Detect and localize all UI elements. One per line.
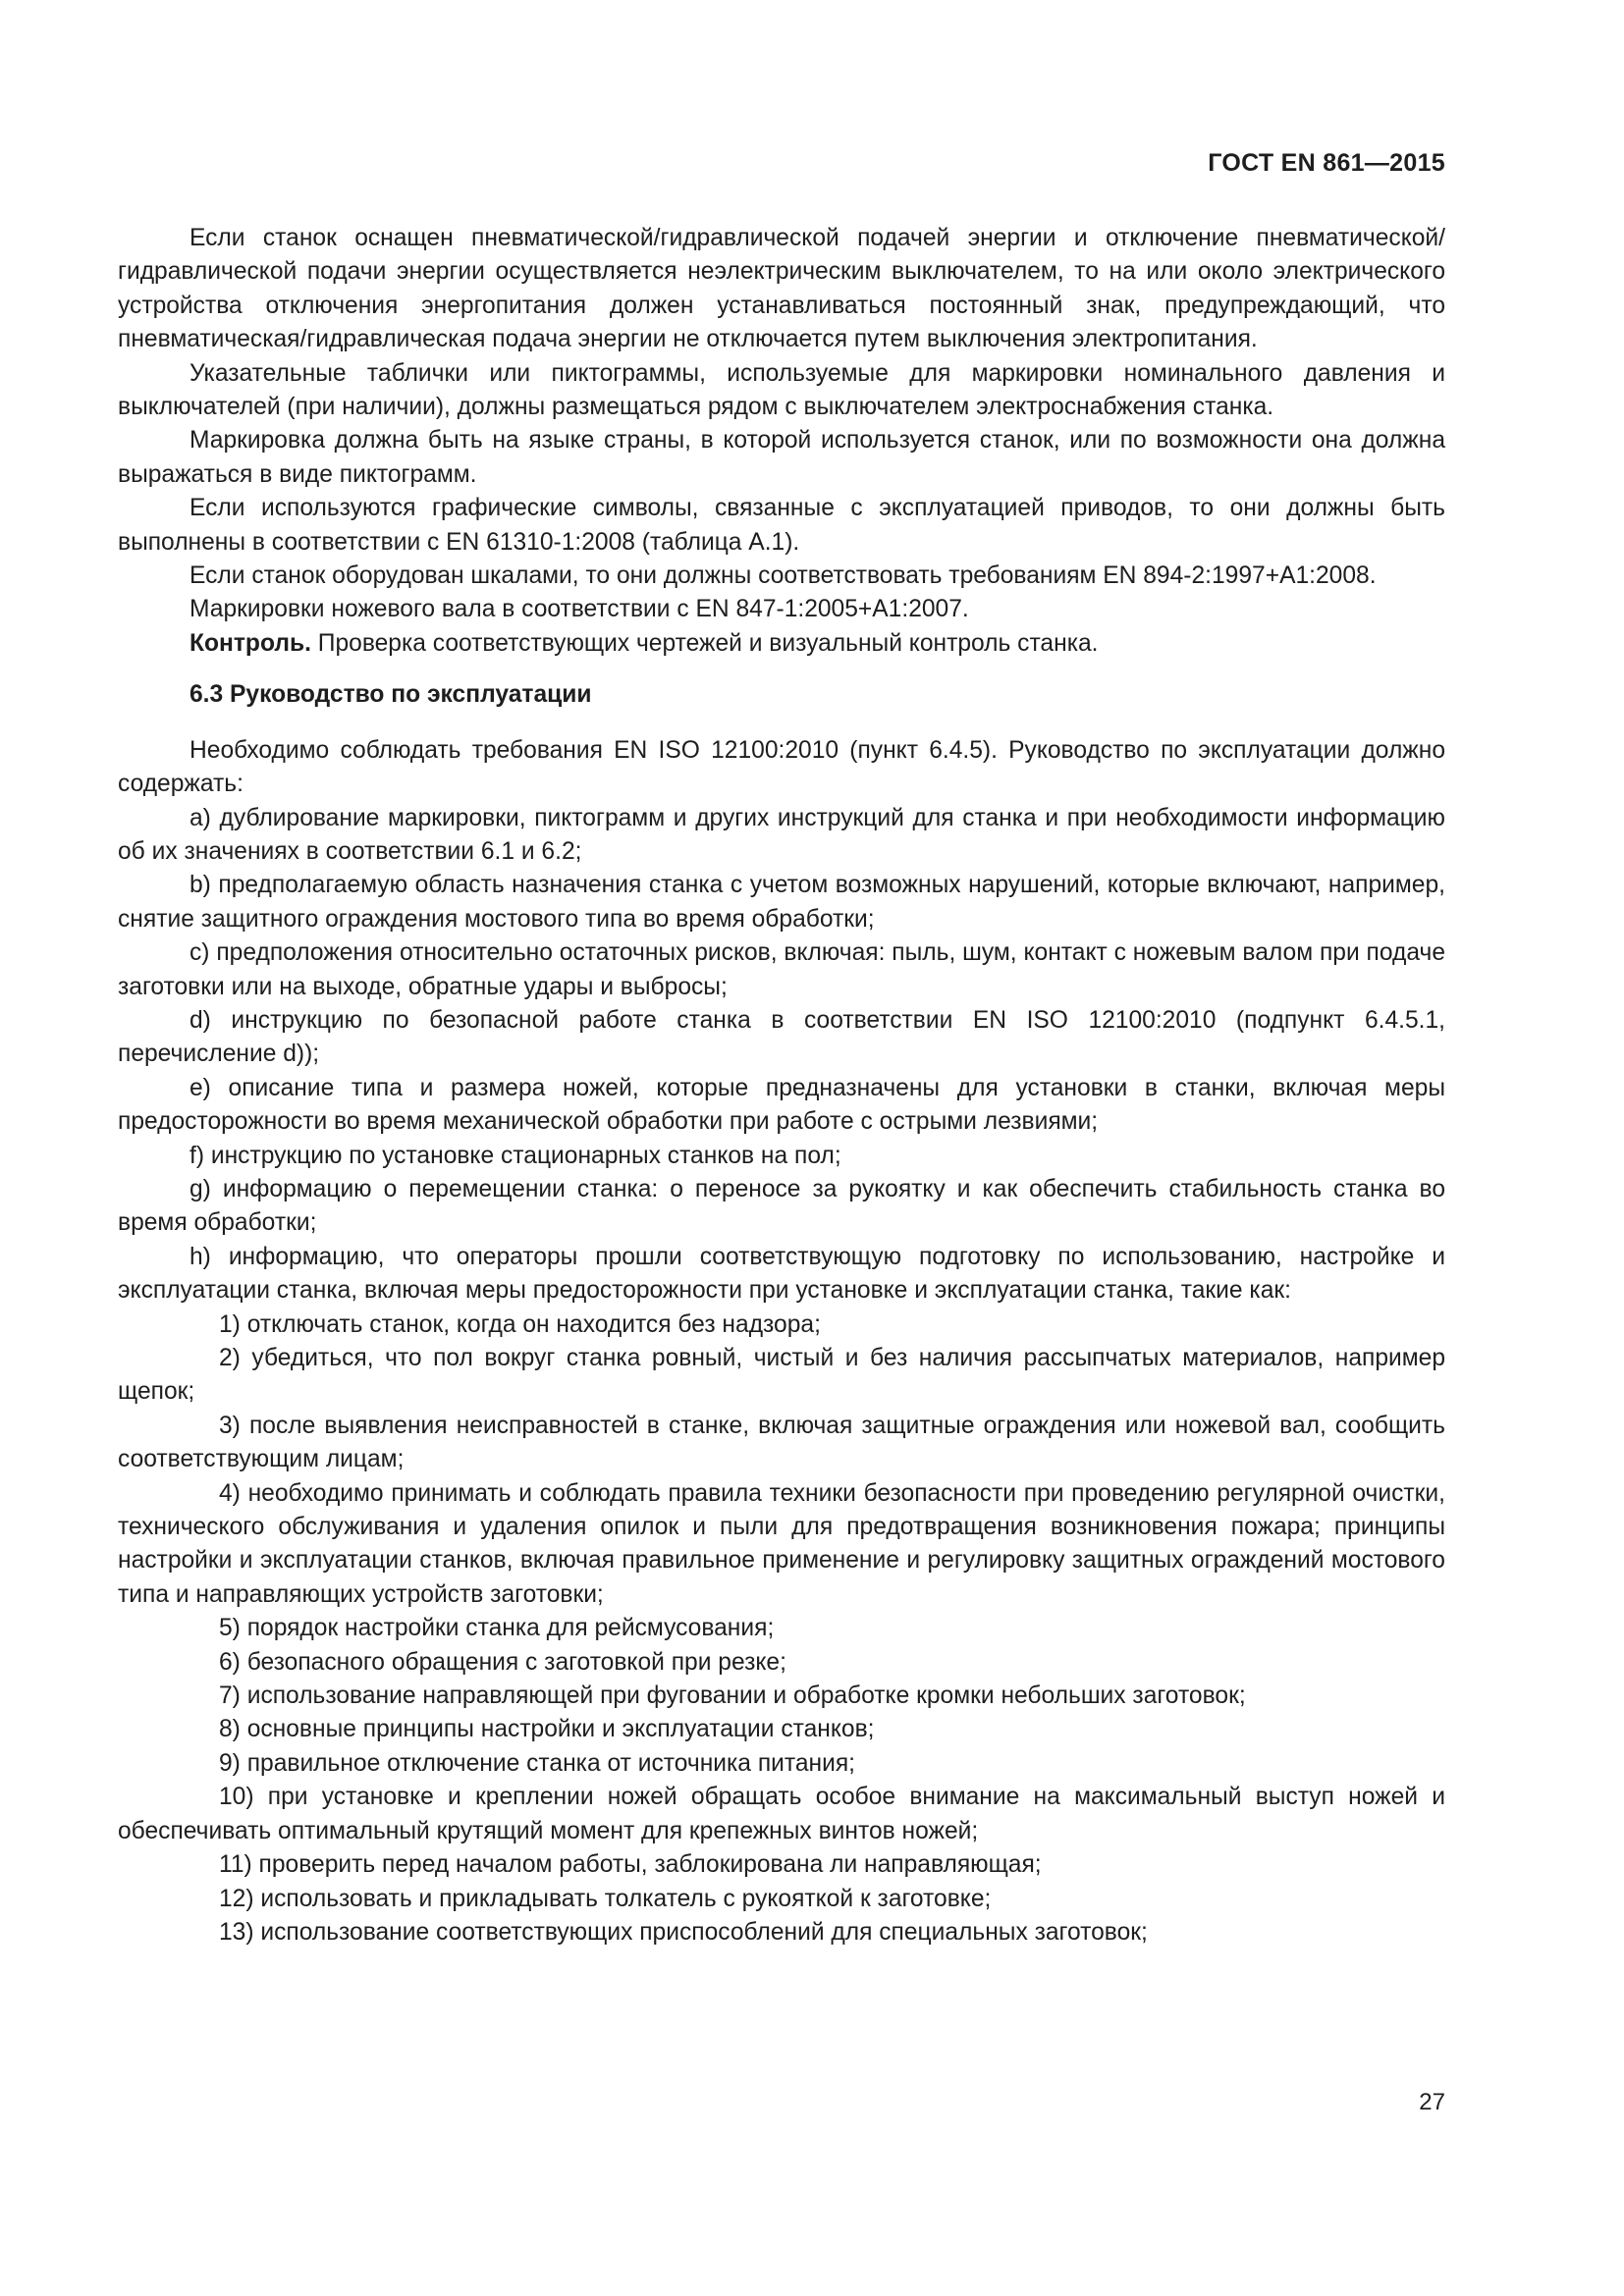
sub-list-item: 13) использование соответствующих приспособлений для специальных заготовок; [219,1918,1148,1946]
list-item: g) информацию о перемещении станка: о переносе за рукоятку и как обеспечить стабильность станка во время обработки; [118,1175,1445,1237]
paragraph: Маркировки ножевого вала в соответствии с EN 847-1:2005+A1:2007. [189,596,969,623]
sub-list-item: 10) при установке и креплении ножей обращать особое внимание на максимальный выступ ножей и обеспечивать оптимальный крутящий момент для крепежных винтов ножей; [118,1784,1445,1844]
sub-list-item: 11) проверить перед началом работы, заблокирована ли направляющая; [219,1851,1042,1879]
list-item: f) инструкцию по установке стационарных станков на пол; [189,1142,841,1169]
sub-list-item: 4) необходимо принимать и соблюдать правила техники безопасности при проведению регулярной очистки, технического обслуживания и удаления опилок и пыли для предотвращения возникновения пожара; принципы настройки и эксплуатации станков, включая правильное применение и регулировку защитных ограждений мостового типа и направляющих устройств заготовки; [118,1479,1445,1608]
paragraph: Если станок оснащен пневматической/гидравлической подачей энергии и отключение пневматической/гидравлической подачи энергии осуществляется неэлектрическим выключателем, то на или около электрического устройства отключения энергопитания должен устанавливаться постоянный знак, предупреждающий, что пневматическая/гидравлическая подача энергии не отключается путем выключения электропитания. [118,225,1445,353]
sub-list-item: 12) использовать и прикладывать толкатель с рукояткой к заготовке; [219,1885,992,1912]
page-number: 27 [1419,2089,1445,2115]
list-item: a) дублирование маркировки, пиктограмм и других инструкций для станка и при необходимости информацию об их значениях в соответствии 6.1 и 6.2; [118,804,1445,865]
sub-list-item: 2) убедиться, что пол вокруг станка ровный, чистый и без наличия рассыпчатых материалов, например щепок; [118,1345,1445,1406]
paragraph: Если станок оборудован шкалами, то они должны соответствовать требованиям EN 894-2:1997+A1:2008. [189,562,1377,590]
list-item: h) информацию, что операторы прошли соответствующую подготовку по использованию, настройке и эксплуатации станка, включая меры предосторожности при установке и эксплуатации станка, такие как: [118,1243,1445,1305]
paragraph: Указательные таблички или пиктограммы, используемые для маркировки номинального давления и выключателей (при наличии), должны размещаться рядом с выключателем электроснабжения станка. [118,359,1445,421]
document-id-header: ГОСТ EN 861—2015 [1208,149,1445,177]
list-item: e) описание типа и размера ножей, которые предназначены для установки в станки, включая меры предосторожности во время механической обработки при работе с острыми лезвиями; [118,1074,1445,1136]
list-item: c) предположения относительно остаточных рисков, включая: пыль, шум, контакт с ножевым валом при подаче заготовки или на выходе, обратные удары и выбросы; [118,939,1445,1000]
page-body [118,222,1445,1949]
paragraph: Маркировка должна быть на языке страны, в которой используется станок, или по возможности она должна выражаться в виде пиктограмм. [118,427,1445,488]
control-paragraph [118,627,1445,661]
section-intro: Необходимо соблюдать требования EN ISO 12100:2010 (пункт 6.4.5). Руководство по эксплуатации должно содержать: [118,736,1445,798]
sub-list-item: 8) основные принципы настройки и эксплуатации станков; [219,1716,875,1743]
sub-list-item: 7) использование направляющей при фуговании и обработке кромки небольших заготовок; [219,1682,1246,1710]
list-item: d) инструкцию по безопасной работе станка в соответствии EN ISO 12100:2010 (подпункт 6.4.5.1, перечисление d)); [118,1006,1445,1068]
sub-list-item: 3) после выявления неисправностей в станке, включая защитные ограждения или ножевой вал, сообщить соответствующим лицам; [118,1412,1445,1473]
sub-list-item: 5) порядок настройки станка для рейсмусования; [219,1615,775,1642]
sub-list-item: 9) правильное отключение станка от источника питания; [219,1749,856,1777]
control-label: Контроль. [189,629,311,657]
sub-list-item: 6) безопасного обращения с заготовкой при резке; [219,1648,786,1676]
list-item: b) предполагаемую область назначения станка с учетом возможных нарушений, которые включают, например, снятие защитного ограждения мостового типа во время обработки; [118,872,1445,933]
sub-list-item: 1) отключать станок, когда он находится без надзора; [219,1310,821,1338]
control-text: Проверка соответствующих чертежей и визуальный контроль станка. [310,629,1099,657]
section-title: 6.3 Руководство по эксплуатации [189,681,592,709]
paragraph: Если используются графические символы, связанные с эксплуатацией приводов, то они должны быть выполнены в соответствии с EN 61310-1:2008 (таблица А.1). [118,495,1445,556]
